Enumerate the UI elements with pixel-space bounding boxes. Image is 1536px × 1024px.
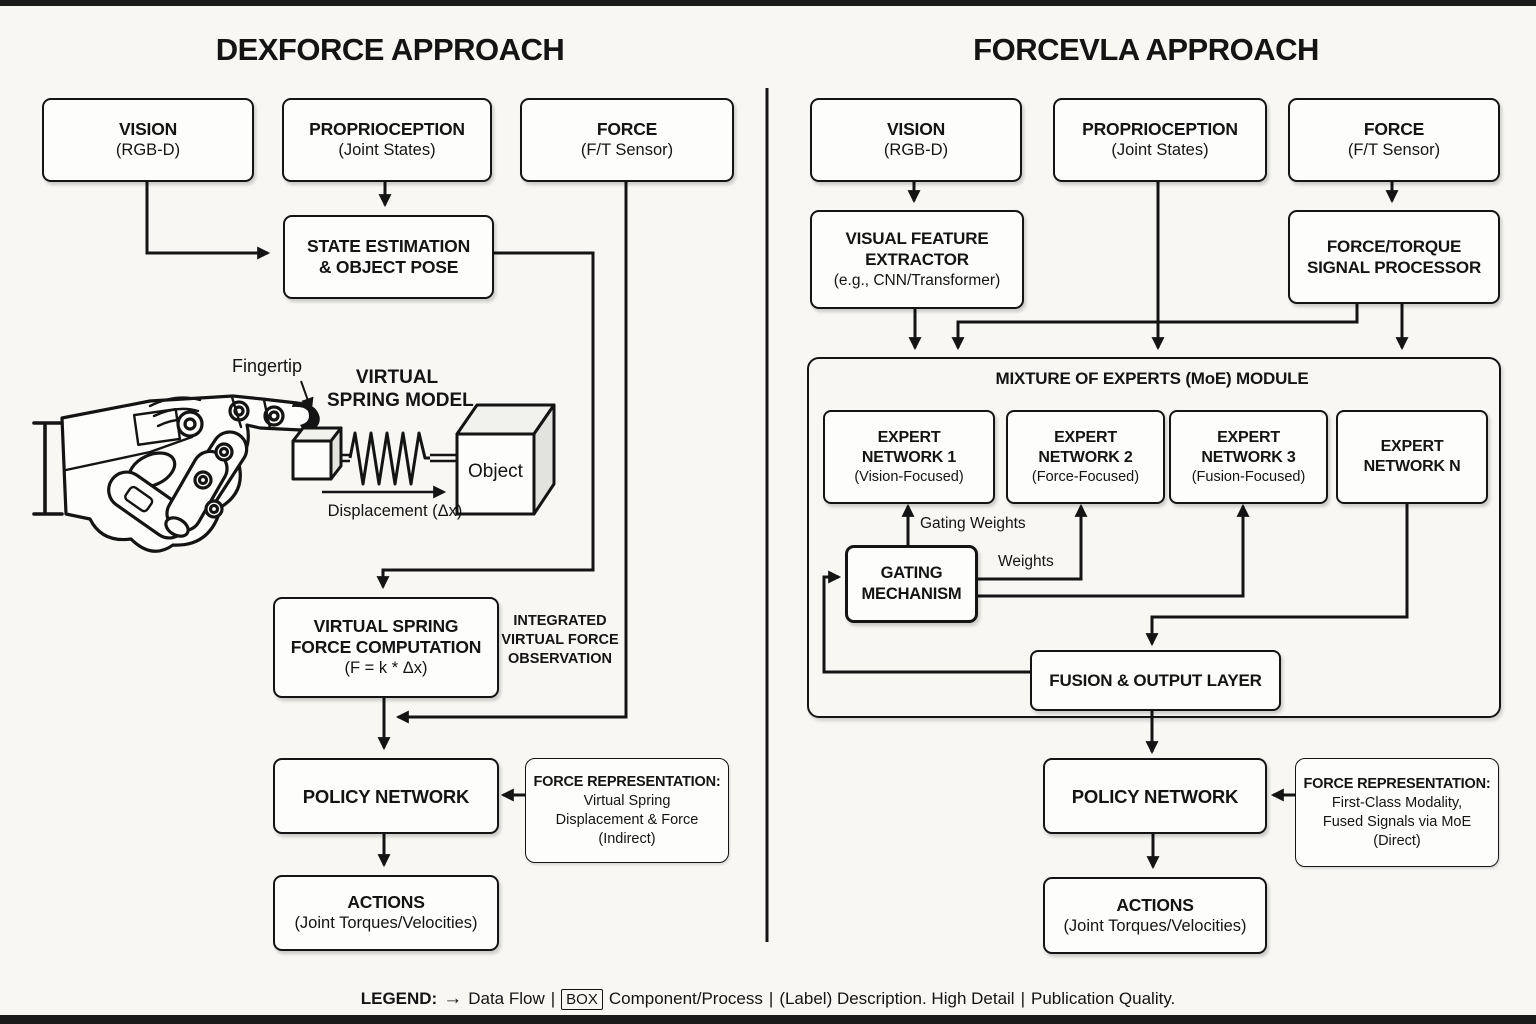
right-panel-title: FORCEVLA APPROACH (973, 32, 1319, 67)
policy-network-box-right: POLICY NETWORK (1043, 758, 1267, 834)
force-input-box-left (520, 98, 734, 182)
torn-edge-bottom (0, 1015, 1536, 1024)
vision-input-box-left (42, 98, 254, 182)
legend-separator: | (550, 989, 556, 1008)
moe-module-title: MIXTURE OF EXPERTS (MoE) MODULE (995, 369, 1309, 388)
fingertip-label: Fingertip (232, 356, 303, 376)
box-title: PROPRIOCEPTION (309, 119, 465, 139)
actions-box-left: ACTIONS (Joint Torques/Velocities) (273, 875, 499, 951)
torn-edge-top (0, 0, 1536, 6)
fusion-output-layer-box: FUSION & OUTPUT LAYER (1030, 650, 1281, 711)
gating-mechanism-box: GATING MECHANISM (845, 545, 978, 623)
data-flow-arrow-icon: → (443, 988, 463, 1009)
arrow-vision-to-state-estimation (147, 178, 268, 253)
robot-hand-illustration (34, 396, 318, 551)
virtual-spring-illustration (293, 405, 554, 514)
virtual-spring-force-computation-box: VIRTUAL SPRING FORCE COMPUTATION (F = k * Δx) (273, 597, 499, 698)
gating-weights-label: Gating Weights (920, 515, 1026, 532)
proprioception-input-box-right: PROPRIOCEPTION (Joint States) (1053, 98, 1267, 182)
vision-input-box-right: VISION (RGB-D) (810, 98, 1022, 182)
visual-feature-extractor-box: VISUAL FEATURE EXTRACTOR (e.g., CNN/Transformer) (810, 210, 1024, 309)
proprioception-input-box-left (282, 98, 492, 182)
legend-separator: | (1020, 989, 1026, 1008)
legend-title: LEGEND: (360, 989, 438, 1008)
actions-box-right: ACTIONS (Joint Torques/Velocities) (1043, 877, 1267, 954)
expert-network-3-box: EXPERT NETWORK 3 (Fusion-Focused) (1169, 410, 1328, 504)
box-subtitle: (RGB-D) (115, 141, 181, 159)
weights-label: Weights (998, 553, 1054, 570)
spring-coil (350, 433, 430, 484)
box-subtitle: (Joint States) (338, 141, 436, 159)
state-estimation-box: STATE ESTIMATION & OBJECT POSE (283, 215, 494, 299)
force-representation-note-right: FORCE REPRESENTATION: First-Class Modality, Fused Signals via MoE (Direct) (1295, 758, 1499, 867)
policy-network-box-left: POLICY NETWORK (273, 758, 499, 834)
legend-data-flow: Data Flow (468, 989, 545, 1008)
legend-bar (0, 988, 1536, 1010)
object-label: Object (468, 461, 523, 482)
force-input-box-right: FORCE (F/T Sensor) (1288, 98, 1500, 182)
force-representation-note-left: FORCE REPRESENTATION: Virtual Spring Displacement & Force (Indirect) (525, 758, 729, 863)
spring-rod-right (430, 455, 457, 461)
left-panel-title: DEXFORCE APPROACH (215, 32, 565, 67)
force-torque-signal-processor-box: FORCE/TORQUE SIGNAL PROCESSOR (1288, 210, 1500, 304)
legend-description: (Label) Description. High Detail (779, 989, 1015, 1008)
wrist-bracket (34, 423, 62, 514)
cube-front-face (293, 441, 331, 479)
box-subtitle: (F/T Sensor) (580, 141, 674, 159)
legend-quality: Publication Quality. (1031, 989, 1176, 1008)
legend-separator: | (768, 989, 774, 1008)
legend-component: Component/Process (608, 989, 763, 1008)
displacement-label: Displacement (Δx) (327, 502, 463, 520)
expert-network-2-box: EXPERT NETWORK 2 (Force-Focused) (1006, 410, 1165, 504)
integrated-virtual-force-note: INTEGRATED VIRTUAL FORCE OBSERVATION (501, 613, 619, 667)
box-title: VISION (118, 119, 178, 139)
box-title: FORCE (596, 119, 658, 139)
virtual-spring-model-label: VIRTUAL SPRING MODEL (327, 367, 474, 411)
box-sample-icon: BOX (561, 989, 603, 1010)
expert-network-n-box: EXPERT NETWORK N (1336, 410, 1488, 504)
expert-network-1-box: EXPERT NETWORK 1 (Vision-Focused) (823, 410, 995, 504)
